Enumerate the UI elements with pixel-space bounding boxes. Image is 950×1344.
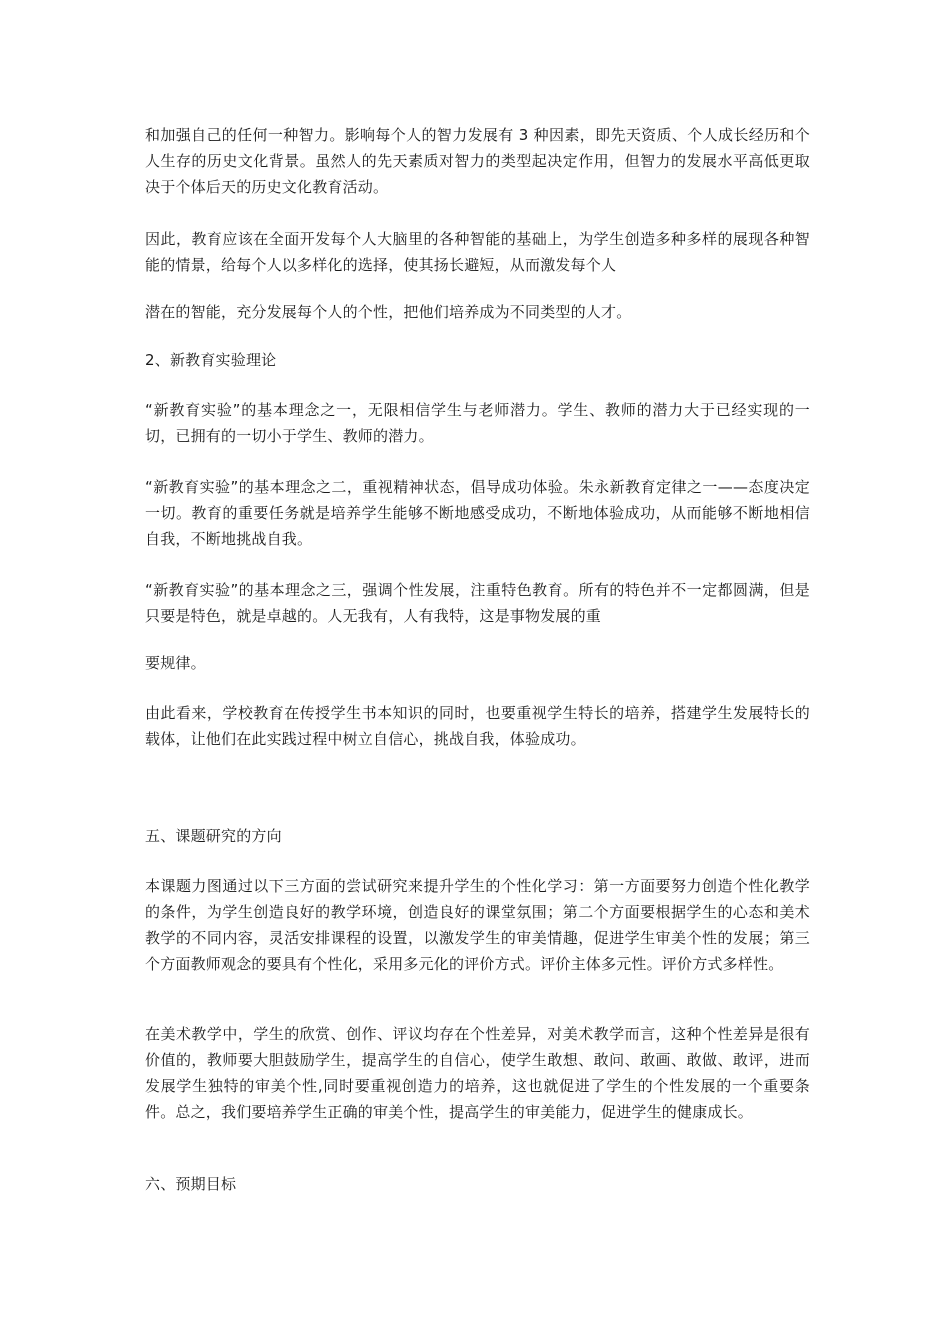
paragraph-concept-two: “新教育实验”的基本理念之二，重视精神状态，倡导成功体验。朱永新教育定律之一——态度决定一切。教育的重要任务就是培养学生能够不断地感受成功，不断地体验成功，从而能够不断地相信自我，不断地挑战自我。 xyxy=(145,478,810,548)
paragraph-education-therefore: 因此，教育应该在全面开发每个人大脑里的各种智能的基础上，为学生创造多种多样的展现各种智能的情景，给每个人以多样化的选择，使其扬长避短，从而激发每个人 xyxy=(145,230,810,274)
heading-new-education-theory: 2、新教育实验理论 xyxy=(145,351,277,369)
paragraph-research-aspects: 本课题力图通过以下三方面的尝试研究来提升学生的个性化学习：第一方面要努力创造个性化教学的条件，为学生创造良好的教学环境，创造良好的课堂氛围；第二个方面要根据学生的心态和美术教学的不同内容，灵活安排课程的设置，以激发学生的审美情趣，促进学生审美个性的发展；第三个方面教师观念的要具有个性化，采用多元化的评价方式。评价主体多元性。评价方式多样性。 xyxy=(145,877,810,973)
paragraph-art-teaching: 在美术教学中，学生的欣赏、创作、评议均存在个性差异，对美术教学而言，这种个性差异是很有价值的，教师要大胆鼓励学生，提高学生的自信心，使学生敢想、敢问、敢画、敢做、敢评，进而发展学生独特的审美个性,同时要重视创造力的培养，这也就促进了学生的个性发展的一个重要条件。总之，我们要培养学生正确的审美个性，提高学生的审美能力，促进学生的健康成长。 xyxy=(145,1025,810,1121)
paragraph-intelligence-factors: 和加强自己的任何一种智力。影响每个人的智力发展有 3 种因素，即先天资质、个人成长经历和个人生存的历史文化背景。虽然人的先天素质对智力的类型起决定作用，但智力的发展水平高低更取决于个体后天的历史文化教育活动。 xyxy=(145,126,810,196)
heading-expected-goals: 六、预期目标 xyxy=(145,1175,237,1193)
paragraph-concept-one: “新教育实验”的基本理念之一，无限相信学生与老师潜力。学生、教师的潜力大于已经实现的一切，已拥有的一切小于学生、教师的潜力。 xyxy=(145,401,810,445)
paragraph-concept-three: “新教育实验”的基本理念之三，强调个性发展，注重特色教育。所有的特色并不一定都圆满，但是只要是特色，就是卓越的。人无我有，人有我特，这是事物发展的重 xyxy=(145,581,810,625)
paragraph-school-education: 由此看来，学校教育在传授学生书本知识的同时，也要重视学生特长的培养，搭建学生发展特长的载体，让他们在此实践过程中树立自信心，挑战自我，体验成功。 xyxy=(145,704,810,748)
paragraph-important-law: 要规律。 xyxy=(145,654,206,672)
heading-research-direction: 五、课题研究的方向 xyxy=(145,827,282,845)
paragraph-potential-intelligence: 潜在的智能，充分发展每个人的个性，把他们培养成为不同类型的人才。 xyxy=(145,303,632,321)
